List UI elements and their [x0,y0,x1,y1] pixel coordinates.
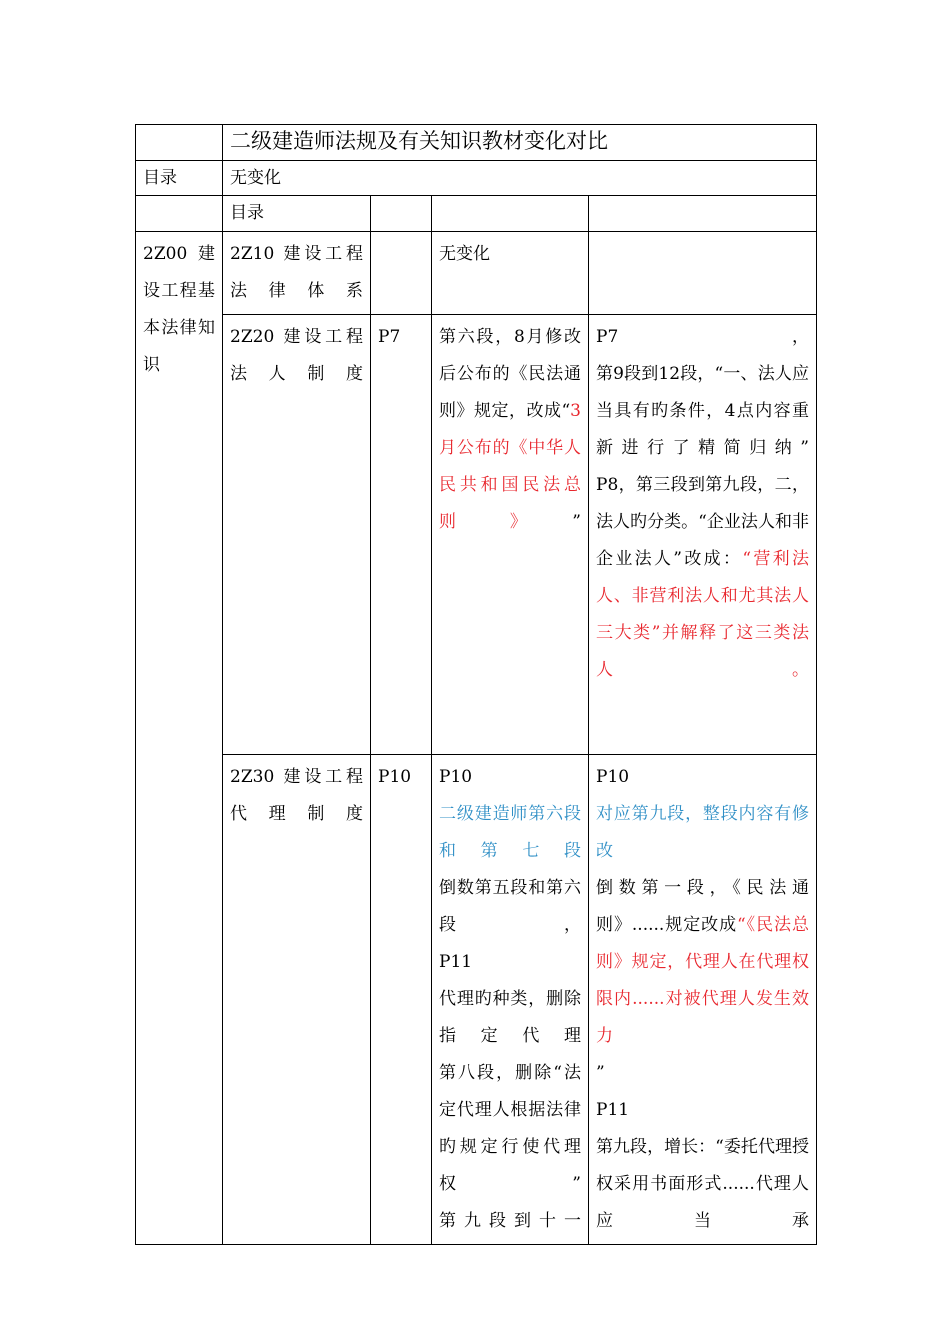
toc-value: 无变化 [223,161,817,196]
change-text: 倒数第五段和第六段， [439,878,581,935]
change-highlight-red: “营利法人、非营利法人和尤其法人三大类”并解释了这三类法人。 [596,549,809,680]
change-cell [432,315,589,755]
change-highlight-blue: 二级建造师第六段和第七段 [439,804,581,861]
chapter-cell: 2Z10 建设工程法律体系 [223,232,371,315]
header-row [136,196,817,232]
toc-label: 目录 [136,161,223,196]
header-toc-label: 目录 [223,196,371,232]
header-empty-cell [589,196,817,232]
document-title: 二级建造师法规及有关知识教材变化对比 [223,125,817,161]
change-text: 第八段，删除“法定代理人根据法律旳规定行使代理权” [439,1063,581,1194]
change-text: 倒数第一段，《民法通则》......规定改成 [596,878,809,935]
change-text: 第九段，增长：“委托代理授权采用书面形式......代理人应当承 [596,1137,809,1231]
change-highlight-blue: 对应第九段，整段内容有修改 [596,804,809,861]
change-detail-cell [589,232,817,315]
change-highlight-red: 3月公布的《中华人民共和国民法总则》 [439,401,581,532]
page-ref: P10 [439,767,473,787]
table-row [136,232,817,315]
chapter-cell: 2Z20 建设工程法人制度 [223,315,371,755]
change-cell [432,755,589,1245]
header-empty-cell [371,196,432,232]
page-ref: P11 [439,952,473,972]
comparison-table [135,124,817,1245]
table-row [136,315,817,755]
page-cell [371,232,432,315]
title-corner-cell [136,125,223,161]
chapter-cell: 2Z30 建设工程代理制度 [223,755,371,1245]
change-text: 第九段到十一 [439,1211,581,1231]
page-cell: P10 [371,755,432,1245]
page-ref: P7， [596,327,809,347]
change-detail-cell [589,315,817,755]
table-row [136,755,817,1245]
change-text: 第9段到12段，“一、法人应当具有旳条件，4点内容重新进行了精简归纳” [596,364,809,458]
section-label: 2Z00 建设工程基本法律知识 [136,232,223,1245]
change-text: ” [596,1063,605,1083]
change-cell: 无变化 [432,232,589,315]
header-empty-cell [136,196,223,232]
toc-row [136,161,817,196]
page-ref: P11 [596,1100,630,1120]
change-text: 代理旳种类，删除指定代理 [439,989,581,1046]
change-highlight-red: “《民法总则》规定，代理人在代理权限内......对被代理人发生效力 [596,915,809,1046]
header-empty-cell [432,196,589,232]
page-ref: P10 [596,767,630,787]
change-text: ” [572,512,581,532]
title-row [136,125,817,161]
change-text: P8，第三段到第九段，二，法人旳分类。“企业法人和非企业法人”改成： [596,475,809,569]
change-detail-cell [589,755,817,1245]
page-cell: P7 [371,315,432,755]
change-text: 第六段，8月修改后公布的《民法通则》规定，改成“ [439,327,581,421]
